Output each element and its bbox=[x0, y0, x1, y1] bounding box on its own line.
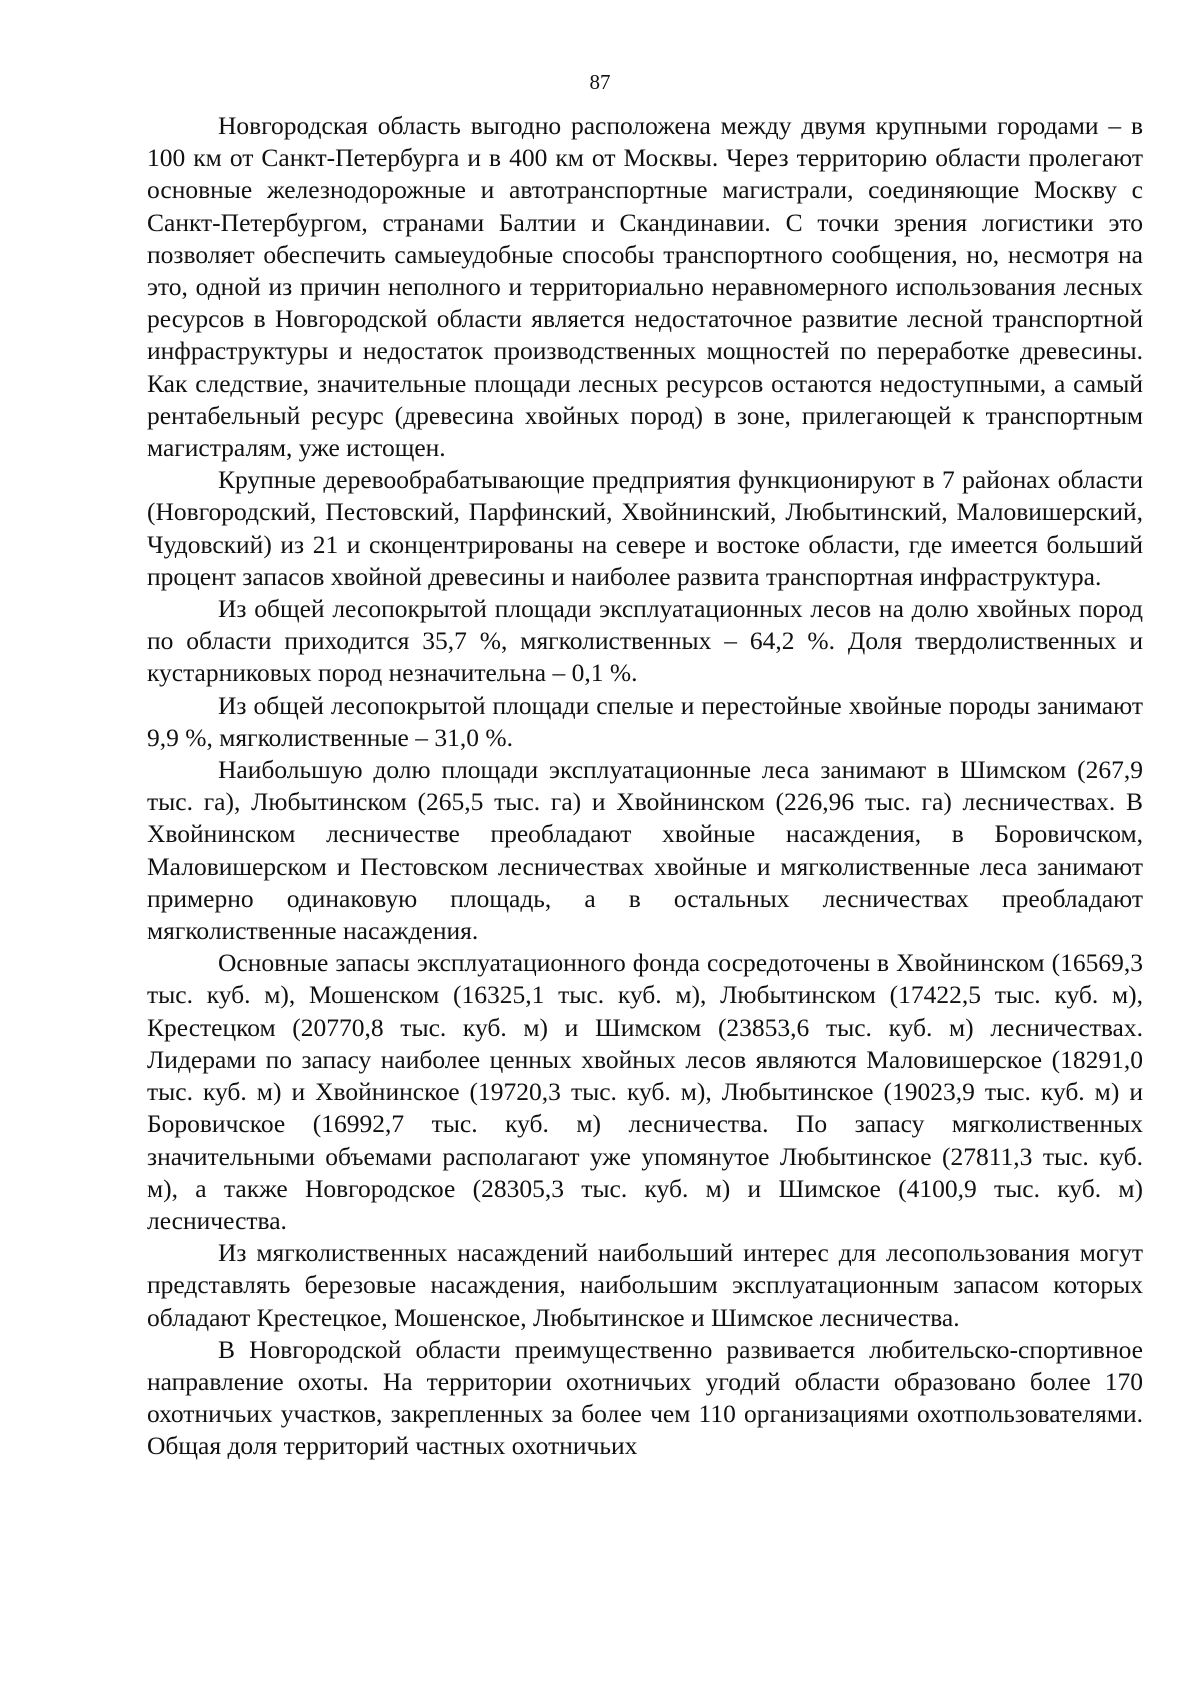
paragraph-birch-stands: Из мягколиственных насаждений наибольший интерес для лесопользования могут представлять березовые насаждения, наибольшим эксплуатационным запасом которых обладают Крестецкое, Мошенское, Любытинское и Шимское лесничества. bbox=[147, 1238, 1143, 1332]
paragraph-species-share: Из общей лесопокрытой площади эксплуатационных лесов на долю хвойных пород по области приходится 35,7 %, мягколиственных – 64,2 %. Доля твердолиственных и кустарниковых пород незначительна – 0,1 %. bbox=[147, 594, 1143, 688]
paragraph-enterprises: Крупные деревообрабатывающие предприятия функционируют в 7 районах области (Новгородский, Пестовский, Парфинский, Хвойнинский, Любытинский, Маловишерский, Чудовский) из 21 и сконцентрированы на севере и востоке области, где имеется больший процент запасов хвойной древесины и наиболее развита транспортная инфраструктура. bbox=[147, 465, 1143, 591]
paragraph-mature-stands: Из общей лесопокрытой площади спелые и перестойные хвойные породы занимают 9,9 %, мягколиственные – 31,0 %. bbox=[147, 690, 1143, 752]
page-number: 87 bbox=[589, 70, 611, 94]
paragraph-location: Новгородская область выгодно расположена между двумя крупными городами – в 100 км от Санкт-Петербурга и в 400 км от Москвы. Через территорию области пролегают основные железнодорожные и автотранспортные магистрали, соединяющие Москву с Санкт-Петербургом, странами Балтии и Скандинавии. С точки зрения логистики это позволяет обеспечить самыеудобные способы транспортного сообщения, но, несмотря на это, одной из причин неполного и территориально неравномерного использования лесных ресурсов в Новгородской области является недостаточное развитие лесной транспортной инфраструктуры и недостаток производственных мощностей по переработке древесины. Как следствие, значительные площади лесных ресурсов остаются недоступными, а самый рентабельный ресурс (древесина хвойных пород) в зоне, прилегающей к транспортным магистралям, уже истощен. bbox=[147, 111, 1143, 463]
paragraph-timber-stock: Основные запасы эксплуатационного фонда сосредоточены в Хвойнинском (16569,3 тыс. куб. м), Мошенском (16325,1 тыс. куб. м), Любытинском (17422,5 тыс. куб. м), Крестецком (20770,8 тыс. куб. м) и Шимском (23853,6 тыс. куб. м) лесничествах. Лидерами по запасу наиболее ценных хвойных лесов являются Маловишерское (18291,0 тыс. куб. м) и Хвойнинское (19720,3 тыс. куб. м), Любытинское (19023,9 тыс. куб. м) и Боровичское (16992,7 тыс. куб. м) лесничества. По запасу мягколиственных значительными объемами располагают уже упомянутое Любытинское (27811,3 тыс. куб. м), а также Новгородское (28305,3 тыс. куб. м) и Шимское (4100,9 тыс. куб. м) лесничества. bbox=[147, 948, 1143, 1235]
paragraph-forest-area: Наибольшую долю площади эксплуатационные леса занимают в Шимском (267,9 тыс. га), Любытинском (265,5 тыс. га) и Хвойнинском (226,96 тыс. га) лесничествах. В Хвойнинском лесничестве преобладают хвойные насаждения, в Боровичском, Маловишерском и Пестовском лесничествах хвойные и мягколиственные леса занимают примерно одинаковую площадь, а в остальных лесничествах преобладают мягколиственные насаждения. bbox=[147, 755, 1143, 946]
body-text bbox=[147, 110, 1143, 1463]
paragraph-hunting: В Новгородской области преимущественно развивается любительско-спортивное направление охоты. На территории охотничьих угодий области образовано более 170 охотничьих участков, закрепленных за более чем 110 организациями охотпользователями. Общая доля территорий частных охотничьих bbox=[147, 1334, 1143, 1461]
